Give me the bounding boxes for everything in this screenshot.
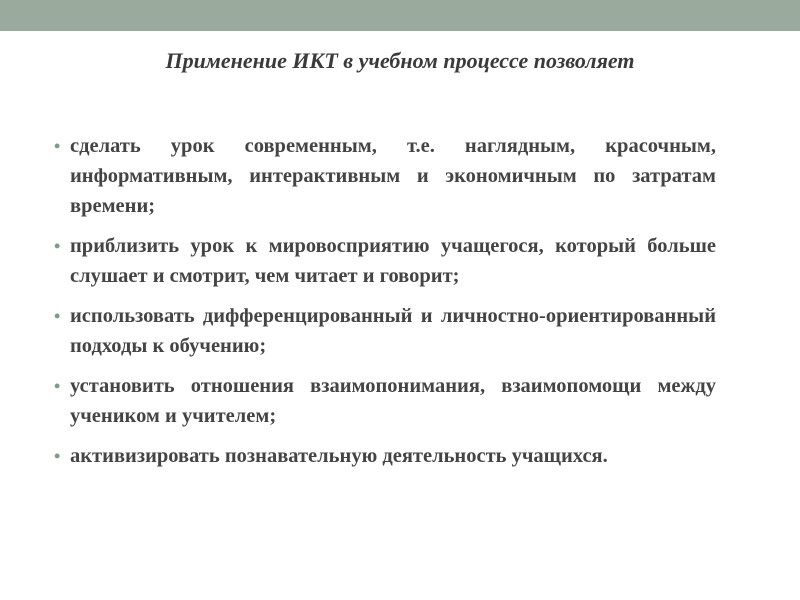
bullet-list: [54, 131, 716, 481]
bullet-icon: •: [54, 136, 61, 156]
list-item-text: активизировать познавательную деятельность учащихся.: [70, 445, 608, 467]
list-item-text: установить отношения взаимопонимания, взаимопомощи между учеником и учителем;: [70, 375, 716, 427]
list-item-text: использовать дифференцированный и личностно-ориентированный подходы к обучению;: [70, 305, 716, 357]
slide-title: Применение ИКТ в учебном процессе позволяет: [165, 48, 635, 73]
list-item: [54, 231, 716, 291]
bullet-icon: •: [54, 446, 61, 466]
list-item: [54, 131, 716, 221]
top-decorative-bar: [0, 0, 800, 31]
bullet-icon: •: [54, 306, 61, 326]
list-item-text: приблизить урок к мировосприятию учащегося, который больше слушает и смотрит, чем читает и говорит;: [70, 235, 716, 287]
list-item: [54, 301, 716, 361]
bullet-icon: •: [54, 376, 61, 396]
bullet-icon: •: [54, 236, 61, 256]
list-item: [54, 371, 716, 431]
list-item: [54, 441, 716, 471]
list-item-text: сделать урок современным, т.е. наглядным, красочным, информативным, интерактивным и экономичным по затратам времени;: [70, 135, 716, 217]
